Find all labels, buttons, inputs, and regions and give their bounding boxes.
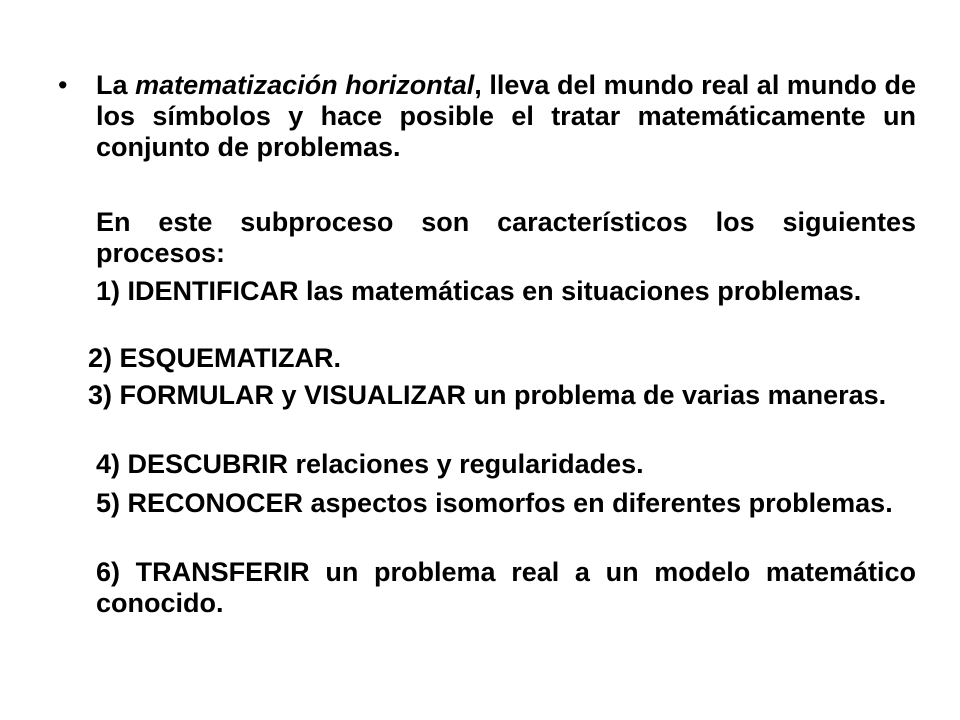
list-item-2: 2) ESQUEMATIZAR. xyxy=(88,343,342,373)
bullet-lead: La xyxy=(96,70,136,100)
list-item-1: 1) IDENTIFICAR las matemáticas en situaciones problemas. xyxy=(96,276,862,306)
list-item-4: 4) DESCUBRIR relaciones y regularidades. xyxy=(96,449,644,479)
paragraph-intro: En este subproceso son característicos los siguientes procesos: xyxy=(96,207,916,268)
bullet-rest: , lleva del mundo real al mundo de los símbolos y hace posible el tratar matemáticamente un conjunto de problemas. xyxy=(96,70,916,162)
list-item-6: 6) TRANSFERIR un problema real a un modelo matemático conocido. xyxy=(96,557,916,618)
list-item-3-text: 3) FORMULAR y VISUALIZAR un problema de varias maneras. xyxy=(88,380,887,410)
bullet-marker: • xyxy=(58,70,68,100)
list-item-3 xyxy=(76,380,916,411)
paragraph-horizontal-mathematization xyxy=(96,70,916,163)
bullet-emphasis: matematización horizontal xyxy=(135,70,475,100)
list-item-5: 5) RECONOCER aspectos isomorfos en diferentes problemas. xyxy=(96,488,893,518)
